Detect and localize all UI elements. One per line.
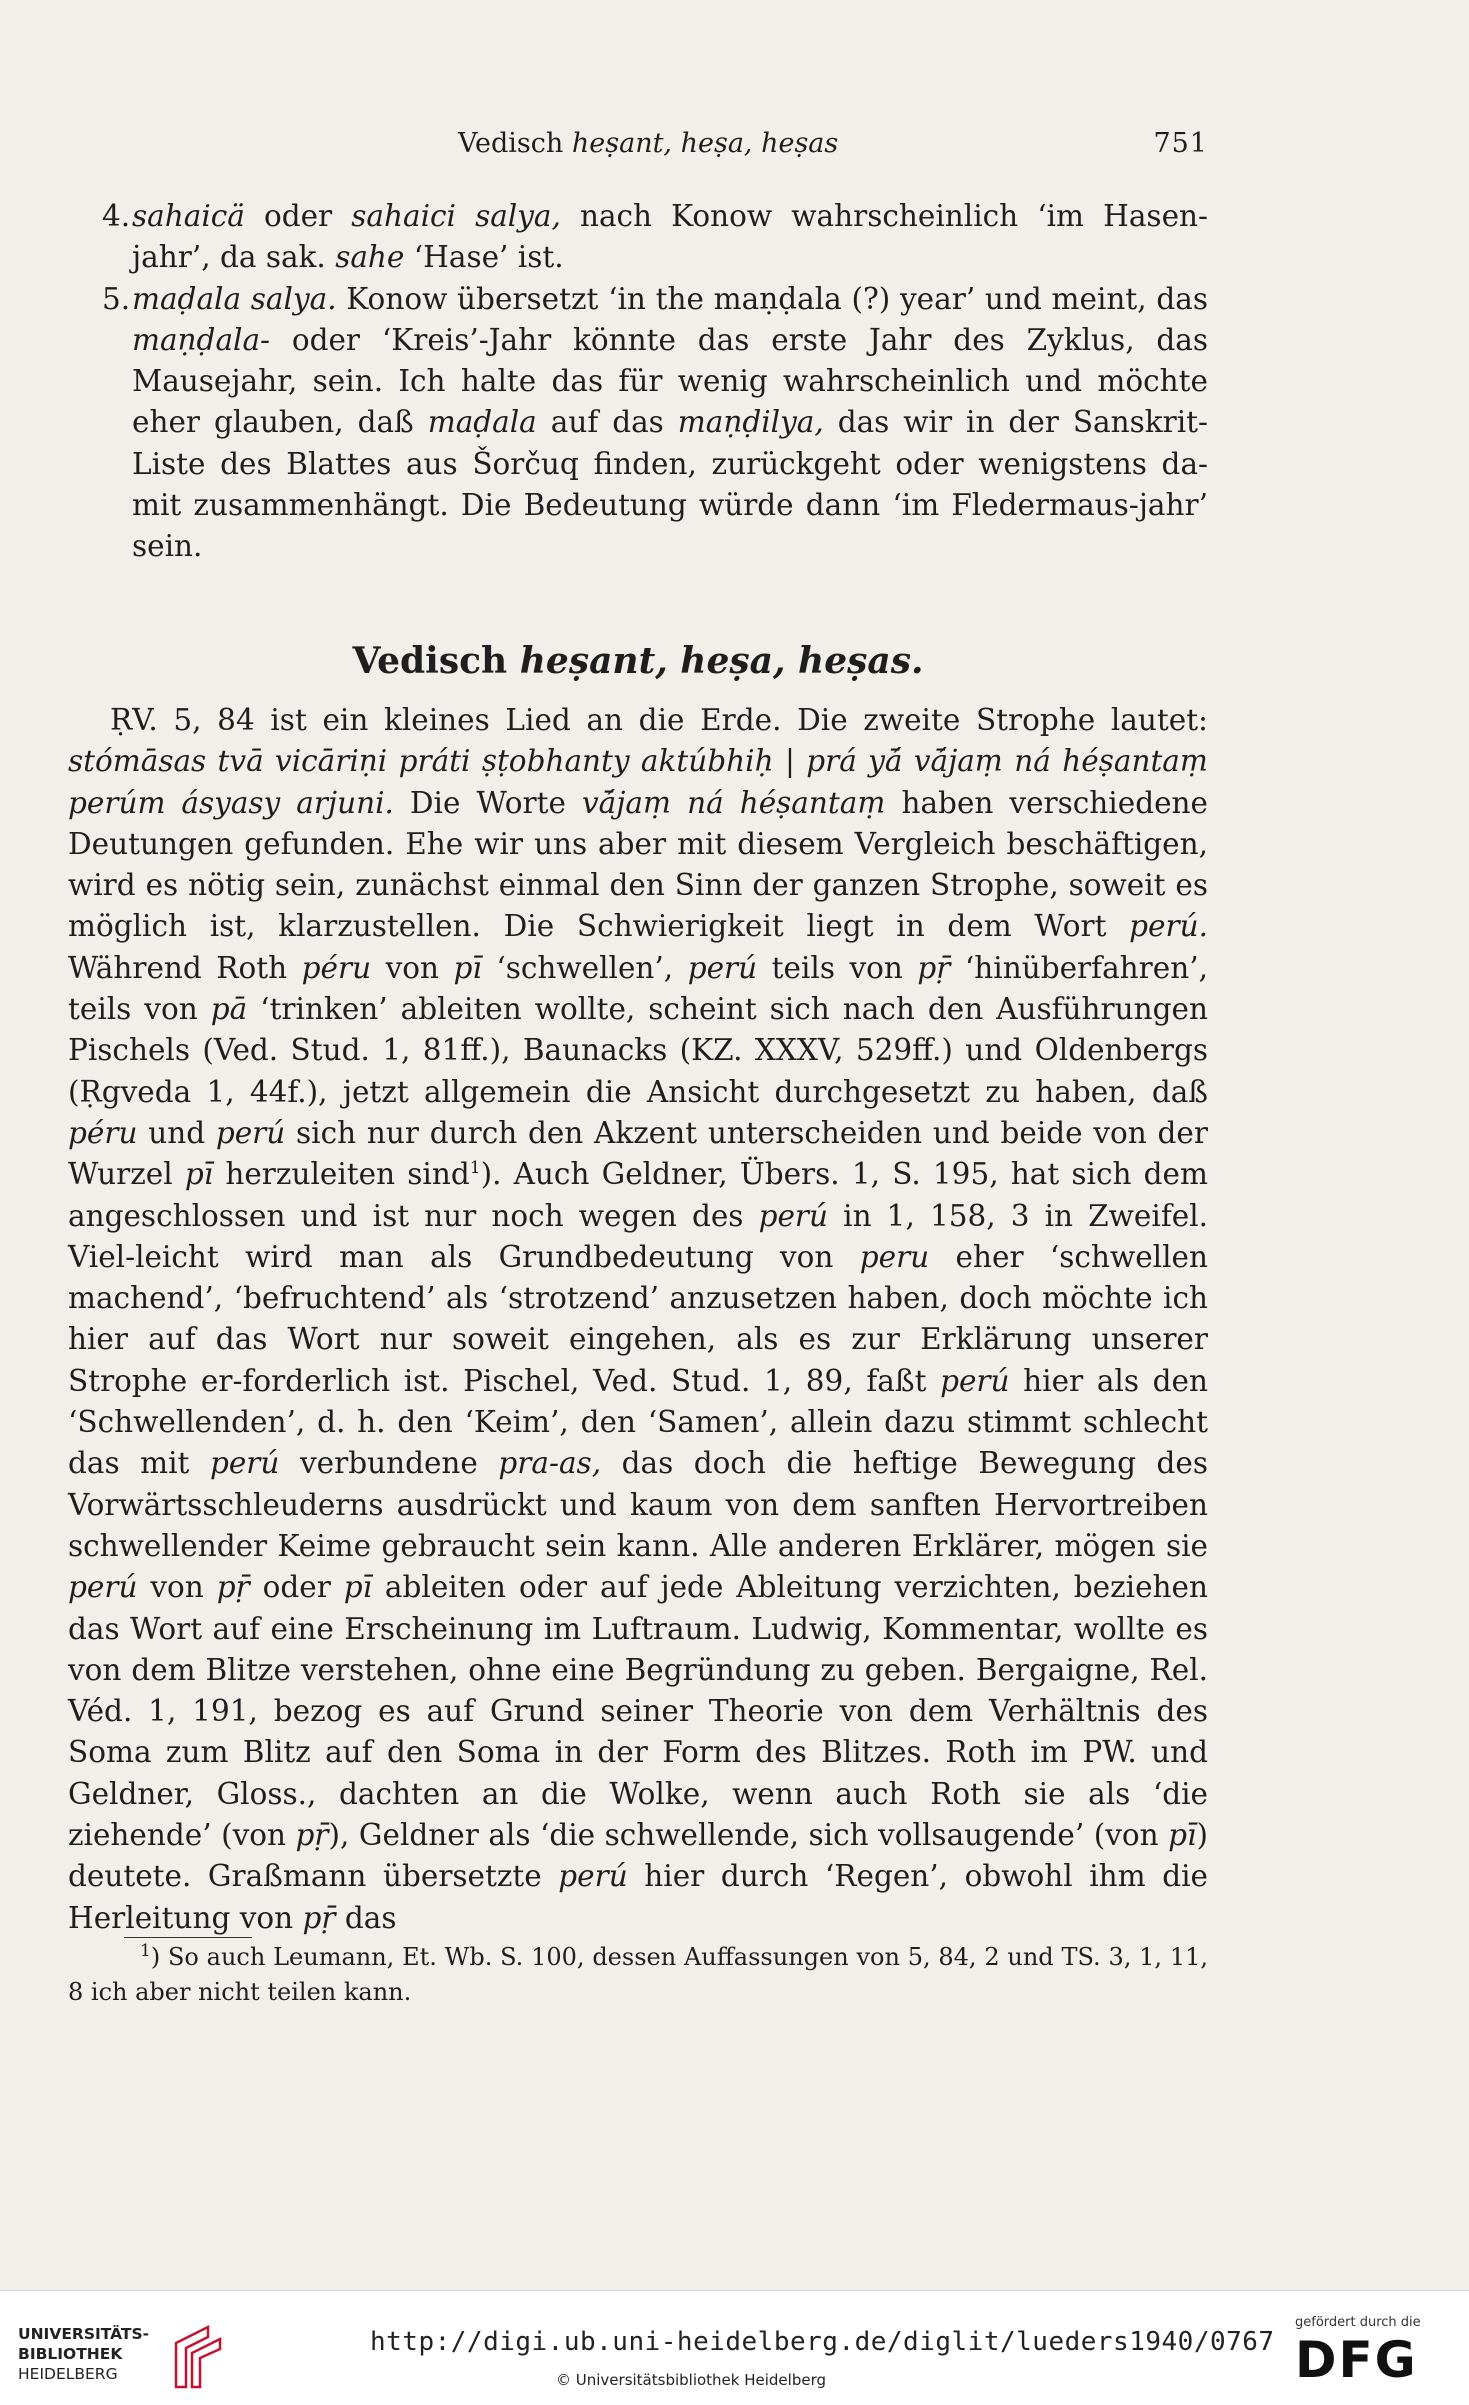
- permalink-url[interactable]: http://digi.ub.uni-heidelberg.de/diglit/lueders1940/0767: [370, 2327, 1275, 2357]
- italic-run: pī: [343, 1570, 373, 1605]
- dfg-wordmark: DFG: [1295, 2331, 1418, 2389]
- item-number: 5.: [102, 281, 131, 316]
- text-run: auf das: [536, 405, 678, 440]
- library-mark-icon: [168, 2323, 228, 2389]
- italic-run: maḍala: [427, 405, 537, 440]
- italic-run: pṝ: [216, 1570, 250, 1605]
- text-run: Während Roth: [68, 950, 302, 985]
- text-run: oder ‘Kreis’-Jahr könnte das erste Jahr des Zyklus, das Mausejahr, sein. Ich halte das für wenig wahrscheinlich und möchte eher glauben, daß: [132, 322, 1208, 440]
- text-run: ṚV. 5, 84 ist ein kleines Lied an die Erde. Die zweite Strophe lautet:: [110, 703, 1208, 737]
- italic-run: sahaici salya,: [351, 199, 561, 233]
- italic-run: peru: [859, 1239, 930, 1274]
- footer-bar: [0, 2290, 1469, 2405]
- italic-run: maḍala salya.: [132, 281, 337, 316]
- funder-caption: gefördert durch die: [1295, 2315, 1421, 2330]
- italic-run: perú: [940, 1363, 1010, 1398]
- text-run: und: [137, 1115, 216, 1150]
- italic-run: pṝ: [917, 950, 951, 985]
- italic-run: maṇḍala-: [132, 322, 271, 357]
- text-run: hier als den ‘Schwellenden’, d. h. den ‘Keim’, den ‘Samen’, allein dazu stimmt schlecht das mit: [68, 1363, 1208, 1481]
- italic-run: pā: [210, 992, 248, 1027]
- italic-run: sahe: [335, 240, 405, 275]
- body-paragraph: [68, 700, 1208, 1939]
- italic-run: pī: [1168, 1818, 1197, 1853]
- italic-run: sahaicä: [132, 199, 245, 233]
- copyright-notice: © Universitätsbibliothek Heidelberg: [556, 2371, 827, 2389]
- text-run: teils von: [757, 950, 918, 985]
- section-title: Vedisch heṣant, heṣa, heṣas.: [352, 640, 924, 682]
- text-run: ‘trinken’ ableiten wollte, scheint sich nach den Ausführungen Pischels (Ved. Stud. 1, 81ff.), Baunacks (KZ. XXXV, 529ff.) und Oldenbergs (Ṛgveda 1, 44f.), jetzt allgemein die Ansicht durchgesetzt zu haben, daß: [68, 992, 1208, 1109]
- italic-run: pṝ: [295, 1818, 329, 1853]
- logo-line: BIBLIOTHEK: [18, 2345, 123, 2363]
- italic-run: vā́jaṃ ná héṣantaṃ: [581, 785, 886, 820]
- italic-run: perú: [558, 1859, 628, 1894]
- italic-run: perú: [68, 1570, 138, 1605]
- text-run: ). Auch Geldner, Übers. 1, S. 195, hat sich dem angeschlossen und ist nur noch wegen des: [68, 1157, 1208, 1233]
- text-run: ‘schwellen’,: [481, 950, 688, 985]
- footnote-text: ) So auch Leumann, Et. Wb. S. 100, dessen Auffassungen von 5, 84, 2 und TS. 3, 1, 11, 8 ich aber nicht teilen kann.: [68, 1943, 1208, 2006]
- italic-run: perú: [215, 1115, 286, 1150]
- footnote-rule: [124, 1937, 252, 1938]
- item-number: 4.: [102, 199, 131, 233]
- text-run: herzuleiten sind: [213, 1157, 470, 1192]
- text-run: sich nur durch den Akzent unterscheiden und beide von der Wurzel: [68, 1115, 1208, 1192]
- list-item: [68, 279, 1208, 568]
- library-logo[interactable]: [18, 2321, 248, 2391]
- text-run: das wir in der Sanskrit-Liste des Blattes aus Šorčuq finden, zurückgeht oder wenigstens da-mit zusammenhängt. Die Bedeutung würde dann ‘im Fledermaus-jahr’ sein.: [132, 405, 1209, 564]
- footnote-marker: 1: [140, 1941, 151, 1961]
- footnote: [68, 1940, 1208, 2010]
- text-run: ) deutete. Graßmann übersetzte: [68, 1818, 1208, 1894]
- running-header: [68, 128, 1208, 168]
- text-run: Konow übersetzt ‘in the maṇḍala (?) year’ und meint, das: [336, 281, 1208, 316]
- text-run: von: [137, 1570, 217, 1605]
- text-run: nach Konow wahrscheinlich ‘im Hasen-jahr’, da sak.: [132, 199, 1208, 275]
- italic-run: pī: [453, 950, 482, 985]
- list-item: [68, 196, 1208, 279]
- text-run: oder: [244, 199, 352, 233]
- text-run: ), Geldner als ‘die schwellende, sich vollsaugende’ (von: [328, 1818, 1169, 1853]
- logo-line: UNIVERSITÄTS-: [18, 2325, 150, 2343]
- text-run: haben verschiedene Deutungen gefunden. Ehe wir uns aber mit diesem Vergleich beschäftigen, wird es nötig sein, zunächst einmal den Sinn der ganzen Strophe, soweit es möglich ist, klarzustellen. Die Schwierigkeit liegt in dem Wort: [68, 785, 1208, 944]
- italic-run: perú: [209, 1446, 280, 1481]
- text-run: verbundene: [279, 1446, 499, 1481]
- italic-run: perú: [758, 1198, 829, 1233]
- italic-run: pī: [184, 1157, 214, 1192]
- text-run: eher ‘schwellen machend’, ‘befruchtend’ als ‘strotzend’ anzusetzen haben, doch möchte ich hier auf das Wort nur soweit eingehen, als es zur Erklärung unserer Strophe er-forderlich ist. Pischel, Ved. Stud. 1, 89, faßt: [68, 1239, 1208, 1398]
- text-run: in 1, 158, 3 in Zweifel. Viel-leicht wird man als Grundbedeutung von: [68, 1198, 1209, 1274]
- italic-run: péru: [301, 950, 372, 985]
- item-text: [132, 282, 1208, 564]
- page-number: 751: [1153, 128, 1208, 159]
- italic-run: perú: [687, 950, 758, 985]
- italic-run: perú.: [1129, 909, 1208, 944]
- italic-run: pṝ: [302, 1900, 336, 1935]
- text-run: ‘hinüberfahren’, teils von: [68, 950, 1208, 1027]
- text-run: ableiten oder auf jede Ableitung verzichten, beziehen das Wort auf eine Erscheinung im Luftraum. Ludwig, Kommentar, wollte es von dem Blitze verstehen, ohne eine Begründung zu geben. Bergaigne, Rel. Véd. 1, 191, bezog es auf Grund seiner Theorie von dem Verhältnis des Soma zum Blitz auf den Soma in der Form des Blitzes. Roth im PW. und Geldner, Gloss., dachten an die Wolke, wenn auch Roth sie als ‘die ziehende’ (von: [68, 1570, 1208, 1853]
- footnote-ref: 1: [469, 1158, 481, 1179]
- text-run: ‘Hase’ ist.: [404, 240, 564, 275]
- italic-run: maṇḍilya,: [677, 405, 824, 440]
- item-list: [68, 196, 1208, 568]
- text-run: das doch die heftige Bewegung des Vorwärtsschleuderns ausdrückt und kaum von dem sanften Hervortreiben schwellender Keime gebraucht sein kann. Alle anderen Erklärer, mögen sie: [68, 1446, 1208, 1563]
- text-run: das: [335, 1900, 397, 1935]
- item-text: [132, 199, 1208, 274]
- text-run: von: [371, 950, 454, 985]
- italic-run: pra-as,: [498, 1446, 602, 1481]
- text-run: Die Worte: [393, 785, 582, 820]
- logo-line: HEIDELBERG: [18, 2365, 118, 2383]
- italic-run: stómāsas tvā vicāriṇi práti ṣṭobhanty aktúbhiḥ | prá yā́ vā́jaṃ ná héṣantaṃ perúm ásyasy arjuni.: [68, 744, 1208, 820]
- text-run: hier durch ‘Regen’, obwohl ihm die Herleitung von: [68, 1859, 1208, 1935]
- italic-run: péru: [68, 1115, 138, 1150]
- running-title: Vedisch heṣant, heṣa, heṣas: [458, 128, 839, 159]
- text-run: oder: [249, 1570, 344, 1605]
- dfg-logo[interactable]: [1295, 2315, 1455, 2395]
